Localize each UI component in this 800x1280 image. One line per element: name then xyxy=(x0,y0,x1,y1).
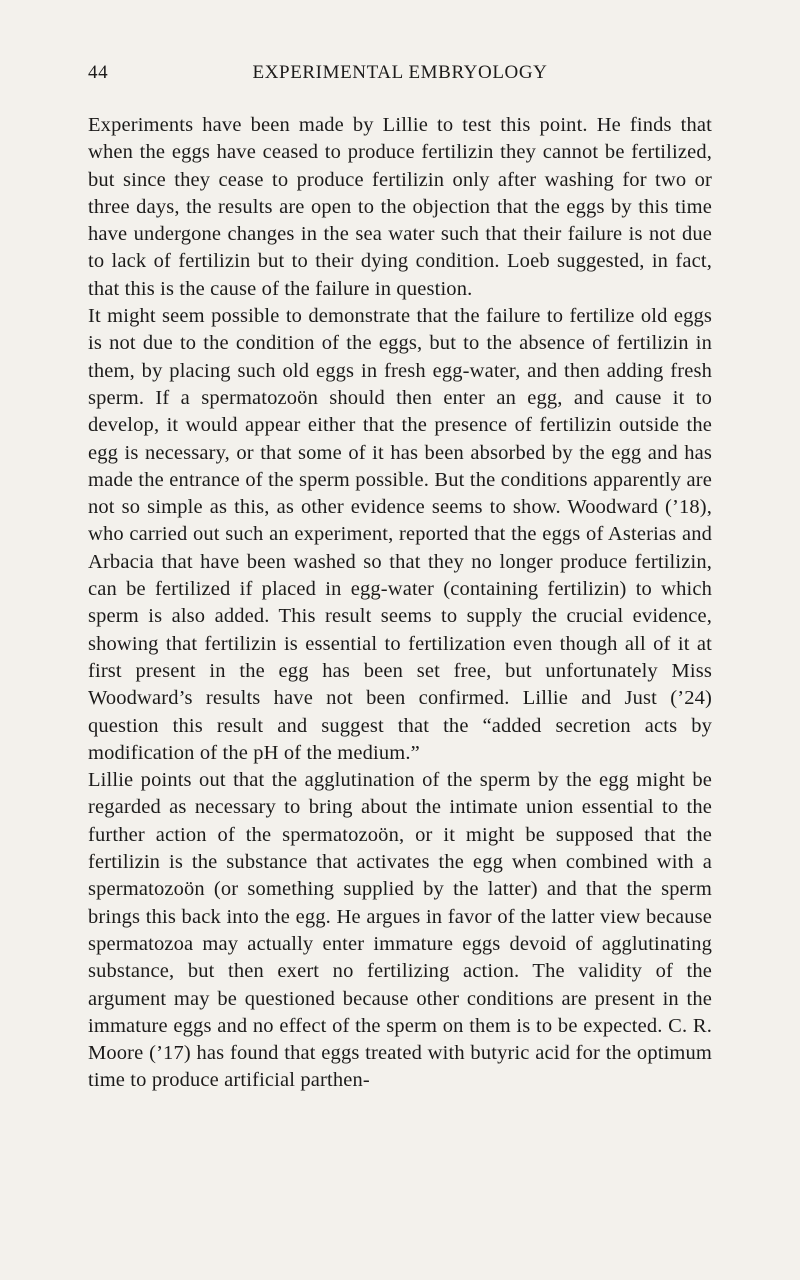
running-title: EXPERIMENTAL EMBRYOLOGY xyxy=(252,62,548,83)
paragraph-2: It might seem possible to demonstrate that the failure to fertilize old eggs is not due to the condition of the eggs, but to the absence of fertilizin in them, by placing such old eggs in fresh egg-water, and then adding fresh sperm. If a spermatozoön should then enter an egg, and cause it to develop, it would appear either that the presence of fertilizin outside the egg is necessary, or that some of it has been absorbed by the egg and has made the entrance of the sperm possible. But the conditions apparently are not so simple as this, as other evidence seems to show. Woodward (’18), who carried out such an experiment, reported that the eggs of Asterias and Arbacia that have been washed so that they no longer produce fertilizin, can be fertilized if placed in egg-water (containing fertilizin) to which sperm is also added. This result seems to supply the crucial evidence, showing that fertilizin is essential to fertilization even though all of it at first present in the egg has been set free, but unfortunately Miss Woodward’s results have not been confirmed. Lillie and Just (’24) question this result and suggest that the “added secretion acts by modification of the pH of the medium.” xyxy=(88,305,712,764)
body-text xyxy=(88,112,712,1095)
paragraph-3: Lillie points out that the agglutination of the sperm by the egg might be regarded as necessary to bring about the intimate union essential to the further action of the spermatozoön, or it might be supposed that the fertilizin is the substance that activates the egg when combined with a spermatozoön (or something supplied by the latter) and that the sperm brings this back into the egg. He argues in favor of the latter view because spermatozoa may actually enter immature eggs devoid of agglutinating substance, but then exert no fertilizing action. The validity of the argument may be questioned because other conditions are present in the immature eggs and no effect of the sperm on them is to be expected. C. R. Moore (’17) has found that eggs treated with butyric acid for the optimum time to produce artificial parthen- xyxy=(88,769,712,1092)
paragraph-1: Experiments have been made by Lillie to test this point. He finds that when the eggs have ceased to produce fertilizin they cannot be fertilized, but since they cease to produce fertilizin only after washing for two or three days, the results are open to the objection that the eggs by this time have undergone changes in the sea water such that their failure is not due to lack of fertilizin but to their dying condition. Loeb suggested, in fact, that this is the cause of the failure in question. xyxy=(88,114,712,300)
running-head xyxy=(88,62,712,90)
page-number: 44 xyxy=(88,62,109,83)
